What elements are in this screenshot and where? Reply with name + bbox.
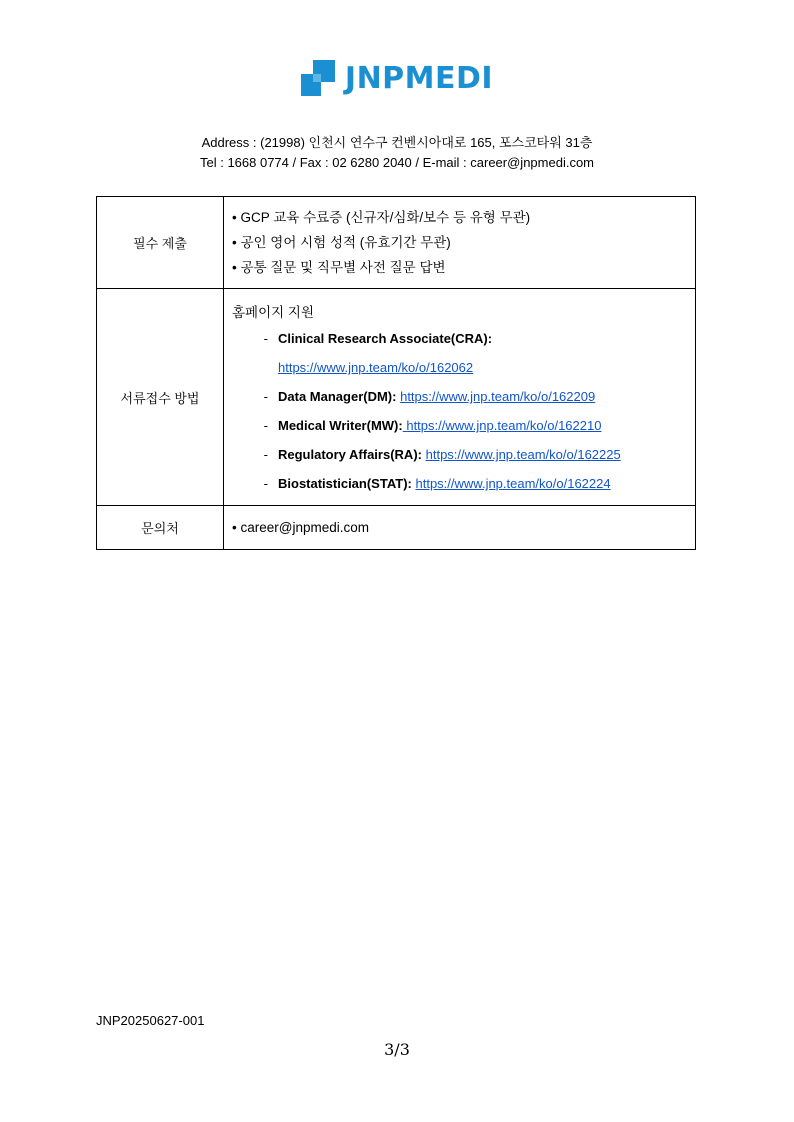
company-contact: Tel : 1668 0774 / Fax : 02 6280 2040 / E-mail : career@jnpmedi.com [199,155,595,170]
required-item: • GCP 교육 수료증 (신규자/심화/보수 등 유형 무관) [232,210,531,225]
method-content [224,289,696,506]
logo-mark-icon [301,60,335,96]
contact-row [97,506,696,550]
company-logo [0,60,794,96]
job-title: Medical Writer(MW): [278,418,403,433]
job-title: Regulatory Affairs(RA): [278,447,422,462]
contact-label: 문의처 [97,506,224,550]
job-item [232,382,695,411]
contact-value: • career@jnpmedi.com [224,506,696,550]
required-item: • 공인 영어 시험 성적 (유효기간 무관) [232,235,451,250]
job-dash: - [263,331,268,346]
job-item [232,324,695,382]
job-dash: - [263,389,268,404]
method-intro: 홈페이지 지원 [232,305,314,320]
job-dash: - [263,447,268,462]
job-link[interactable]: https://www.jnp.team/ko/o/162210 [406,418,602,433]
required-items [224,197,696,289]
method-row [97,289,696,506]
job-title: Biostatistician(STAT): [278,476,412,491]
required-item: • 공통 질문 및 직무별 사전 질문 답변 [232,260,446,275]
document-number: JNP20250627-001 [96,1013,205,1028]
company-address: Address : (21998) 인천시 연수구 컨벤시아대로 165, 포스코타워 31층 [201,135,593,150]
job-title: Data Manager(DM): [278,389,397,404]
job-link[interactable]: https://www.jnp.team/ko/o/162224 [415,476,611,491]
job-item [232,469,695,498]
job-item [232,440,695,469]
application-info-table [96,196,696,550]
job-item [232,411,695,440]
job-title: Clinical Research Associate(CRA): [278,331,493,346]
job-link[interactable]: https://www.jnp.team/ko/o/162062 [278,360,474,375]
job-link[interactable]: https://www.jnp.team/ko/o/162225 [425,447,621,462]
page-number: 3/3 [384,1040,410,1059]
job-dash: - [263,476,268,491]
method-label: 서류접수 방법 [97,289,224,506]
job-link[interactable]: https://www.jnp.team/ko/o/162209 [400,389,596,404]
logo-text: JNPMEDI [344,60,494,96]
required-label: 필수 제출 [97,197,224,289]
job-dash: - [263,418,268,433]
required-row [97,197,696,289]
